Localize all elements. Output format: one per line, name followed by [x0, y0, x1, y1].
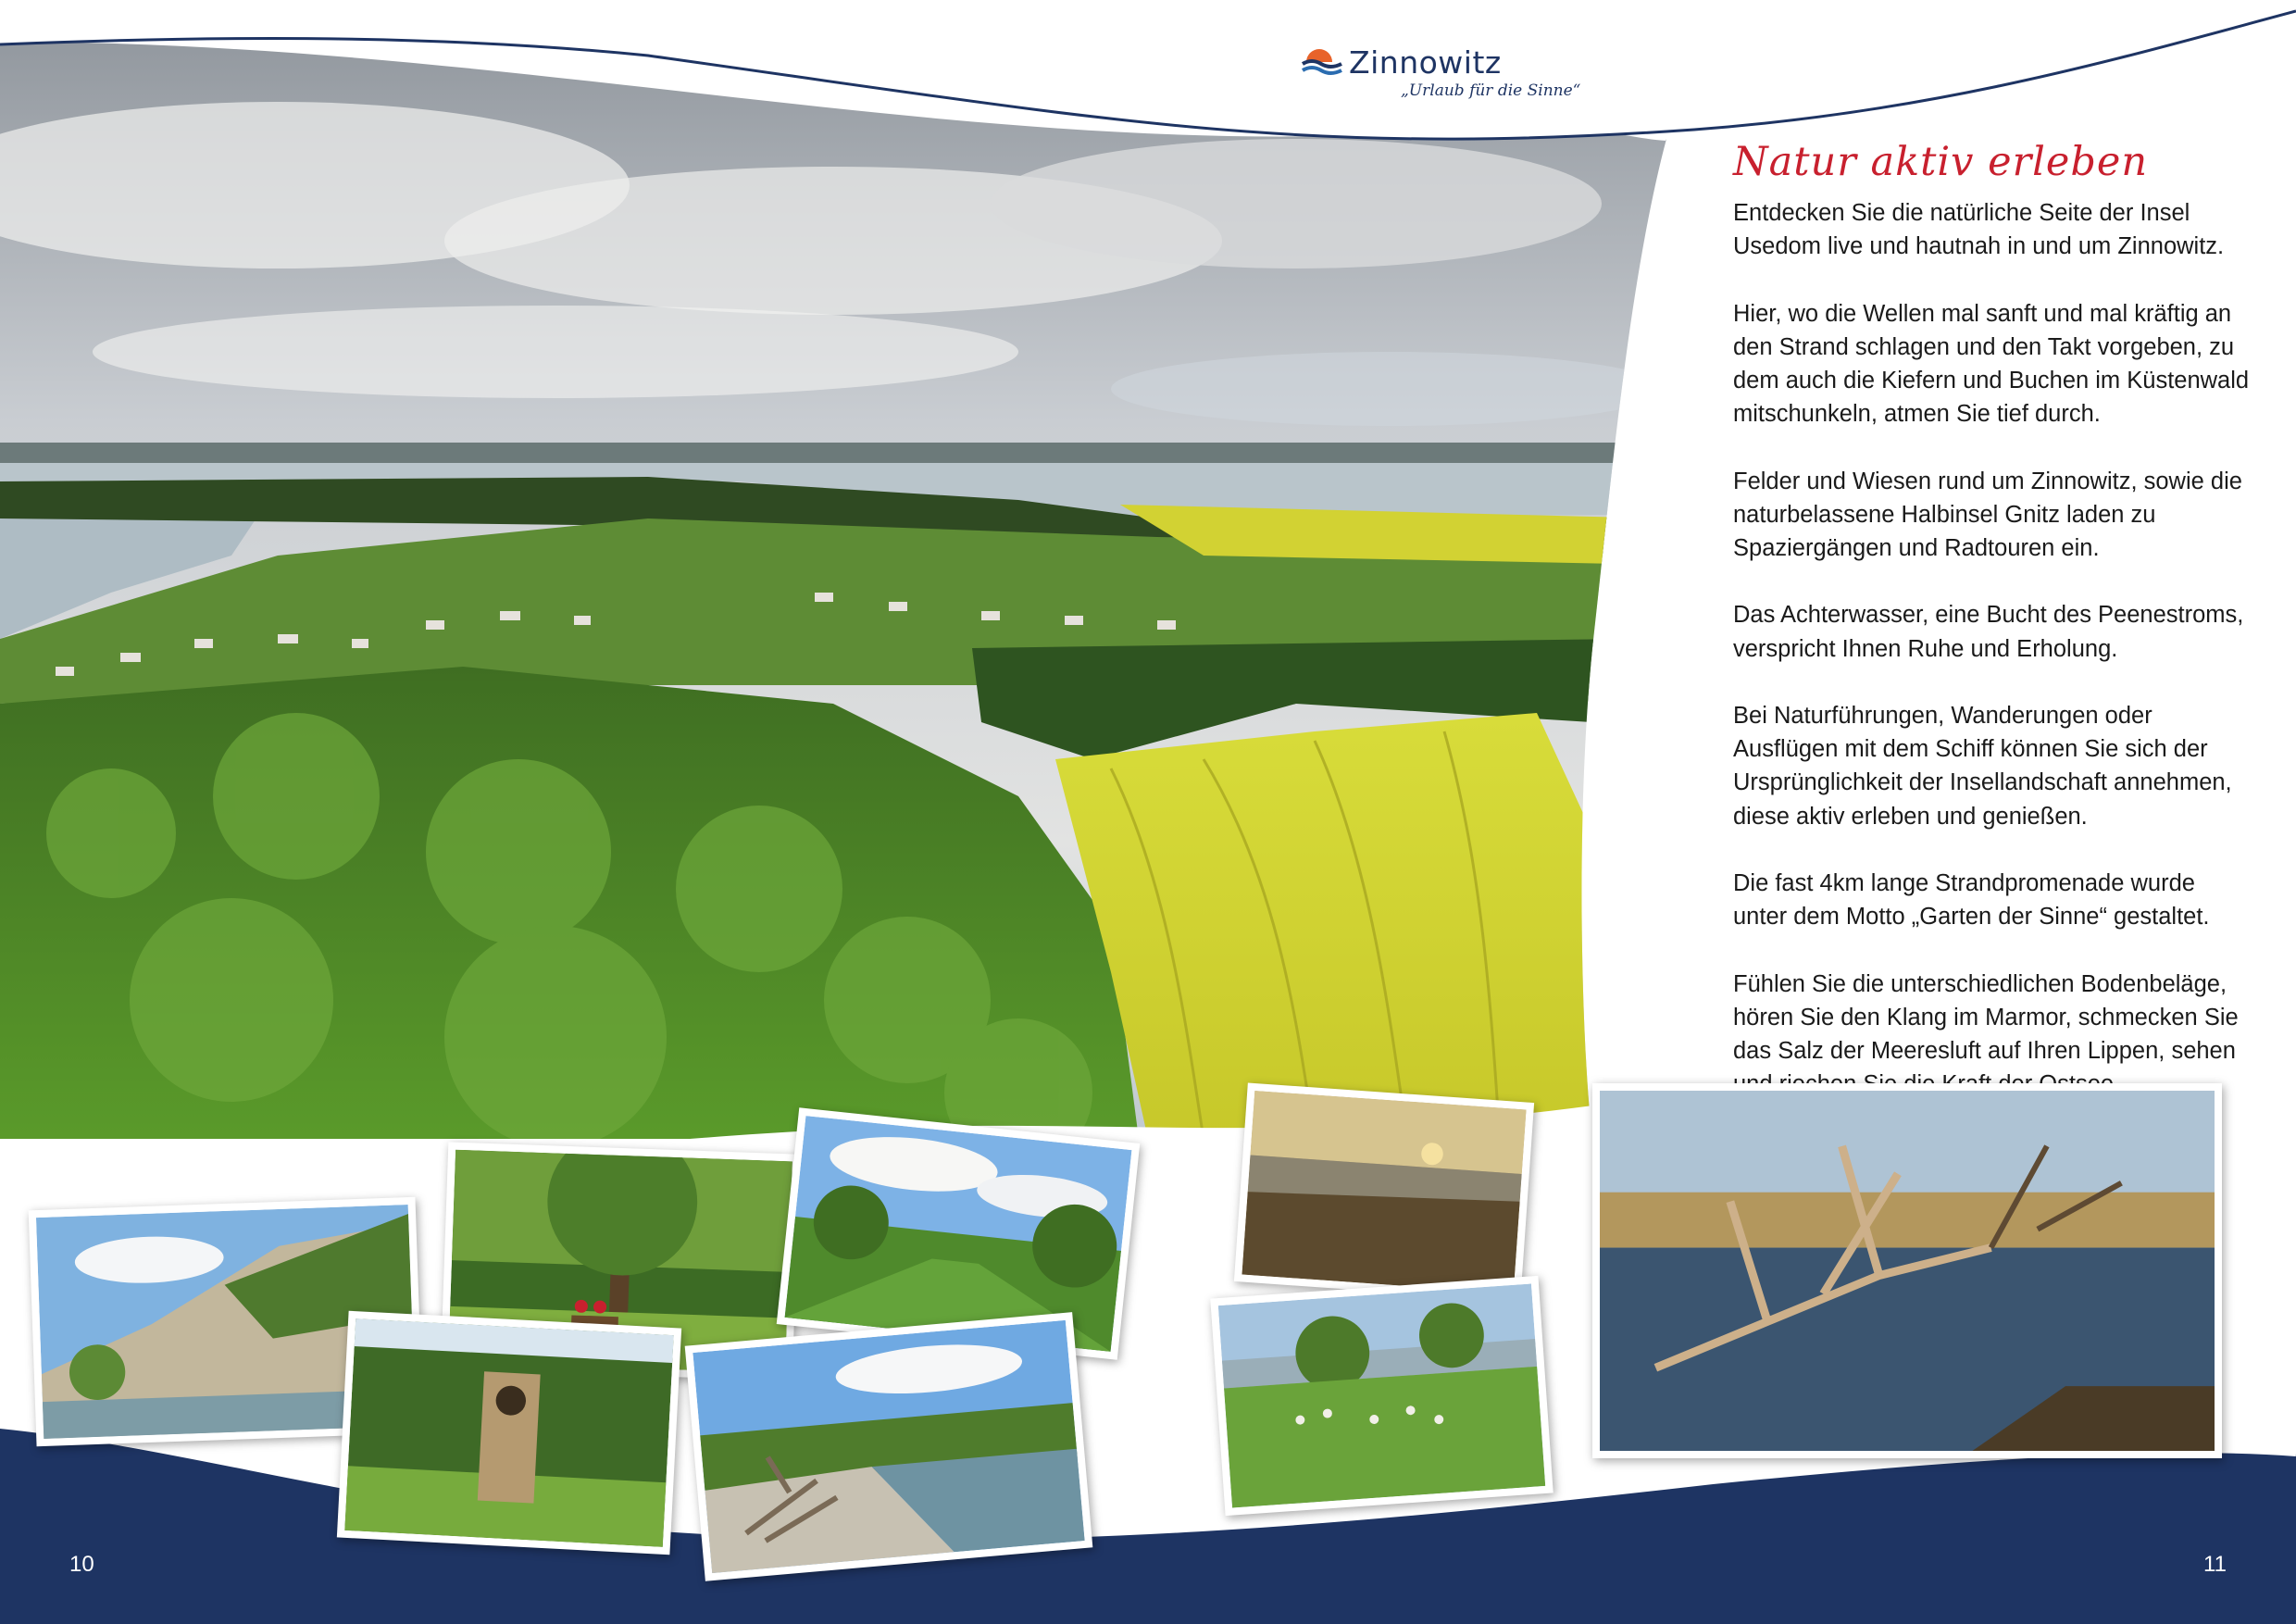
- paragraph: Das Achterwasser, eine Bucht des Peenestroms, verspricht Ihnen Ruhe und Erholung.: [1733, 602, 2244, 662]
- page-title: Natur aktiv erleben: [1733, 139, 2149, 185]
- photo-meadow-cattle: [1210, 1276, 1554, 1516]
- paragraph: Fühlen Sie die unterschiedlichen Bodenbeläge, hören Sie den Klang im Marmor, schmecken Sie das Salz der Meeresluft auf Ihren Lippen, sehen: [1733, 970, 2239, 1064]
- page-number-left: 10: [69, 1552, 94, 1577]
- photo-driftwood-shore: [685, 1312, 1093, 1581]
- logo-wordmark: Zinnowitz: [1349, 44, 1502, 81]
- paragraph: Felder und Wiesen rund um Zinnowitz, sowie die naturbelassene Halbinsel Gnitz laden zu Spaziergängen und Radtouren ein.: [1733, 468, 2242, 561]
- paragraph: Hier, wo die Wellen mal sanft und mal kräftig an den Strand schlagen und den Takt vorgeben, zu dem auch die Kiefern und Buchen im Küstenwald mitschunkeln, atmen Sie tief durch.: [1733, 300, 2250, 428]
- page-number-right: 11: [2203, 1552, 2227, 1577]
- logo-slogan: „Urlaub für die Sinne“: [1401, 81, 1581, 100]
- paragraph: Bei Naturführungen, Wanderungen oder Ausflügen mit dem Schiff können Sie sich der Ursprünglichkeit der Insellandschaft annehmen, diese aktiv erleben und genießen.: [1733, 702, 2232, 830]
- photo-fallen-tree-lake: [1592, 1083, 2222, 1458]
- photo-reed-sunset: [1234, 1082, 1534, 1301]
- body-text: [1733, 196, 2252, 1135]
- paragraph: Entdecken Sie die natürliche Seite der Insel Usedom live und hautnah in und um Zinnowitz.: [1733, 200, 2225, 260]
- wave-sun-icon: [1301, 49, 1345, 77]
- paragraph: Die fast 4km lange Strandpromenade wurde unter dem Motto „Garten der Sinne“ gestaltet.: [1733, 869, 2210, 931]
- zinnowitz-logo: [1301, 44, 1581, 109]
- photo-sculpture: [337, 1311, 681, 1555]
